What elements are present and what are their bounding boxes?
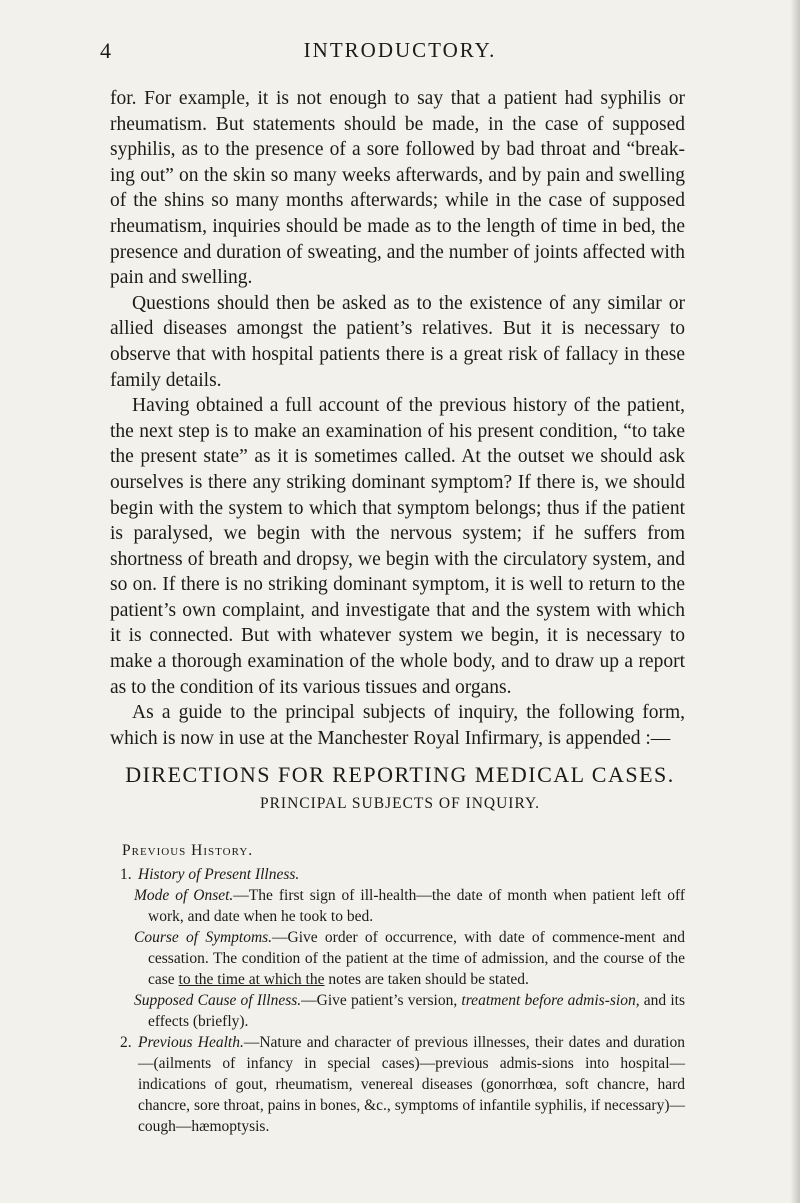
- form-item-1: [120, 864, 685, 885]
- page-header: [0, 38, 800, 68]
- form-items: [120, 864, 685, 1137]
- supposed-cause: [120, 990, 685, 1032]
- item-number: 2.: [120, 1034, 132, 1051]
- paragraph: As a guide to the principal subjects of inquiry, the following form, which is now in use at the Manchester Royal Infirmary, is appended :—: [110, 702, 685, 749]
- sub-text: and its effects (briefly).: [148, 992, 685, 1030]
- paragraph: Questions should then be asked as to the existence of any similar or allied diseases amongst the patient’s relatives. But it is necessary to observe that with hospital patients there is a great risk of fallacy in these family details.: [110, 292, 685, 391]
- sub-label: Mode of Onset.: [134, 887, 234, 904]
- body-text: [110, 86, 685, 751]
- form-item-2: [120, 1032, 685, 1137]
- form-subtitle: PRINCIPAL SUBJECTS OF INQUIRY.: [259, 795, 541, 812]
- underlined-text: to the time at which the: [178, 971, 325, 988]
- sub-text: —The first sign of ill-health—the date of month when patient left off work, and date when he took to bed.: [148, 887, 685, 925]
- item-number: 1.: [120, 866, 132, 883]
- item-title: History of Present Illness.: [138, 866, 300, 883]
- course-of-symptoms: [120, 927, 685, 990]
- sub-label: Supposed Cause of Illness.: [134, 992, 302, 1009]
- sub-text: —Give patient’s version,: [301, 992, 462, 1009]
- mode-of-onset: [120, 885, 685, 927]
- sub-text: notes are taken should be stated.: [324, 971, 529, 988]
- item-title: Previous Health.: [138, 1034, 244, 1051]
- sub-label: Course of Symptoms.: [134, 929, 273, 946]
- page-number: 4: [100, 38, 111, 63]
- paragraph: for. For example, it is not enough to say that a patient had syphilis or rheumatism. But statements should be made, in the case of supposed syphilis, as to the presence of a sore followed by bad throat and “break-ing out” on the skin so many weeks afterwards, and by pain and swelling of the shins so many months afterwards; while in the case of supposed rheumatism, inquiries should be made as to the length of time in bed, the presence and duration of sweating, and the number of joints affected with pain and swelling.: [110, 88, 685, 289]
- page-edge-shadow: [790, 0, 800, 1203]
- form-title: DIRECTIONS FOR REPORTING MEDICAL CASES.: [125, 762, 675, 787]
- sub-text: —Nature and character of previous illnesses, their dates and duration—(ailments of infancy in special cases)—previous admis-sions into hospital—indications of gout, rheumatism, venereal diseases (gonorrhœa, soft chancre, hard chancre, sore throat, pains in bones, &c., symptoms of infantile syphilis, if necessary)—cough—hæmoptysis.: [138, 1034, 685, 1135]
- italic-text: treatment before admis-sion,: [461, 992, 640, 1009]
- running-head: INTRODUCTORY.: [303, 38, 497, 62]
- sub-text: —Give order of occurrence, with date of commence-ment and cessation. The condition of the patient at the time of admission, and the course of the case: [148, 929, 685, 988]
- section-heading: Previous History.: [122, 842, 254, 859]
- paragraph: Having obtained a full account of the previous history of the patient, the next step is to make an examination of his present condition, “to take the present state” as it is sometimes called. At the outset we should ask ourselves is there any striking dominant symptom? If there is, we should begin with the system to which that symptom belongs; thus if the patient is paralysed, we begin with the nervous system; if he suffers from shortness of breath and dropsy, we begin with the circulatory system, and so on. If there is no striking dominant symptom, it is well to return to the patient’s own complaint, and investigate that and the system with which it is connected. But with whatever system we begin, it is necessary to make a thorough examination of the whole body, and to draw up a report as to the condition of its various tissues and organs.: [110, 395, 685, 698]
